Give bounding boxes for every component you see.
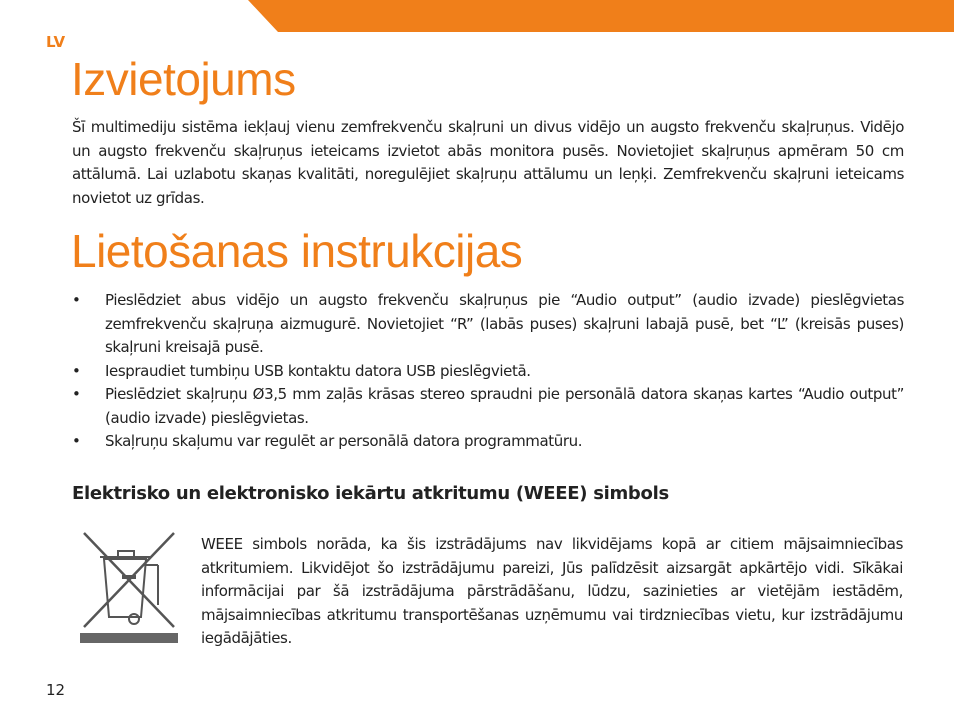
list-item: • Pieslēdziet skaļruņu Ø3,5 mm zaļās krāsas stereo spraudni pie personālā datora skaņas kartes “Audio output” (audio izvade) pieslēgvietas. (72, 383, 904, 430)
usage-instructions-list (72, 289, 904, 454)
list-item: • Iespraudiet tumbiņu USB kontaktu datora USB pieslēgvietā. (72, 360, 904, 384)
language-label: LV (46, 33, 66, 51)
section-title-usage: Lietošanas instrukcijas (71, 225, 523, 277)
list-item: • Pieslēdziet abus vidējo un augsto frekvenču skaļruņus pie “Audio output” (audio izvade) pieslēgvietas zemfrekvenču skaļruņa aizmugurē. Novietojiet “R” (labās puses) skaļruni labajā pusē, bet “L” (kreisās puses) skaļruni kreisajā pusē. (72, 289, 904, 360)
weee-heading: Elektrisko un elektronisko iekārtu atkritumu (WEEE) simbols (72, 483, 669, 504)
header-accent-band (248, 0, 954, 32)
page-number: 12 (46, 681, 66, 699)
placement-paragraph: Šī multimediju sistēma iekļauj vienu zemfrekvenču skaļruni un divus vidējo un augsto frekvenču skaļruņus. Vidējo un augsto frekvenču skaļruņus ieteicams izvietot abās monitora pusēs. Novietojiet skaļruņus apmēram 50 cm attālumā. Lai uzlabotu skaņas kvalitāti, noregulējiet skaļruņu attālumu un leņķi. Zemfrekvenču skaļruni ieteicams novietot uz grīdas. (72, 118, 904, 207)
weee-crossed-bin-icon (78, 527, 180, 645)
list-item: • Skaļruņu skaļumu var regulēt ar personālā datora programmatūru. (72, 430, 904, 454)
section-title-placement: Izvietojums (71, 53, 296, 105)
weee-paragraph: WEEE simbols norāda, ka šis izstrādājums nav likvidējams kopā ar citiem mājsaimniecības atkritumiem. Likvidējot šo izstrādājumu pareizi, Jūs palīdzēsit aizsargāt apkārtējo vidi. Sīkākai informācijai par šā izstrādājuma pārstrādāšanu, lūdzu, sazinieties ar vietējām iestādēm, mājsaimniecības atkritumu transportēšanas uzņēmumu vai tirdzniecības vietu, kur izstrādājumu iegādājāties. (201, 535, 903, 647)
